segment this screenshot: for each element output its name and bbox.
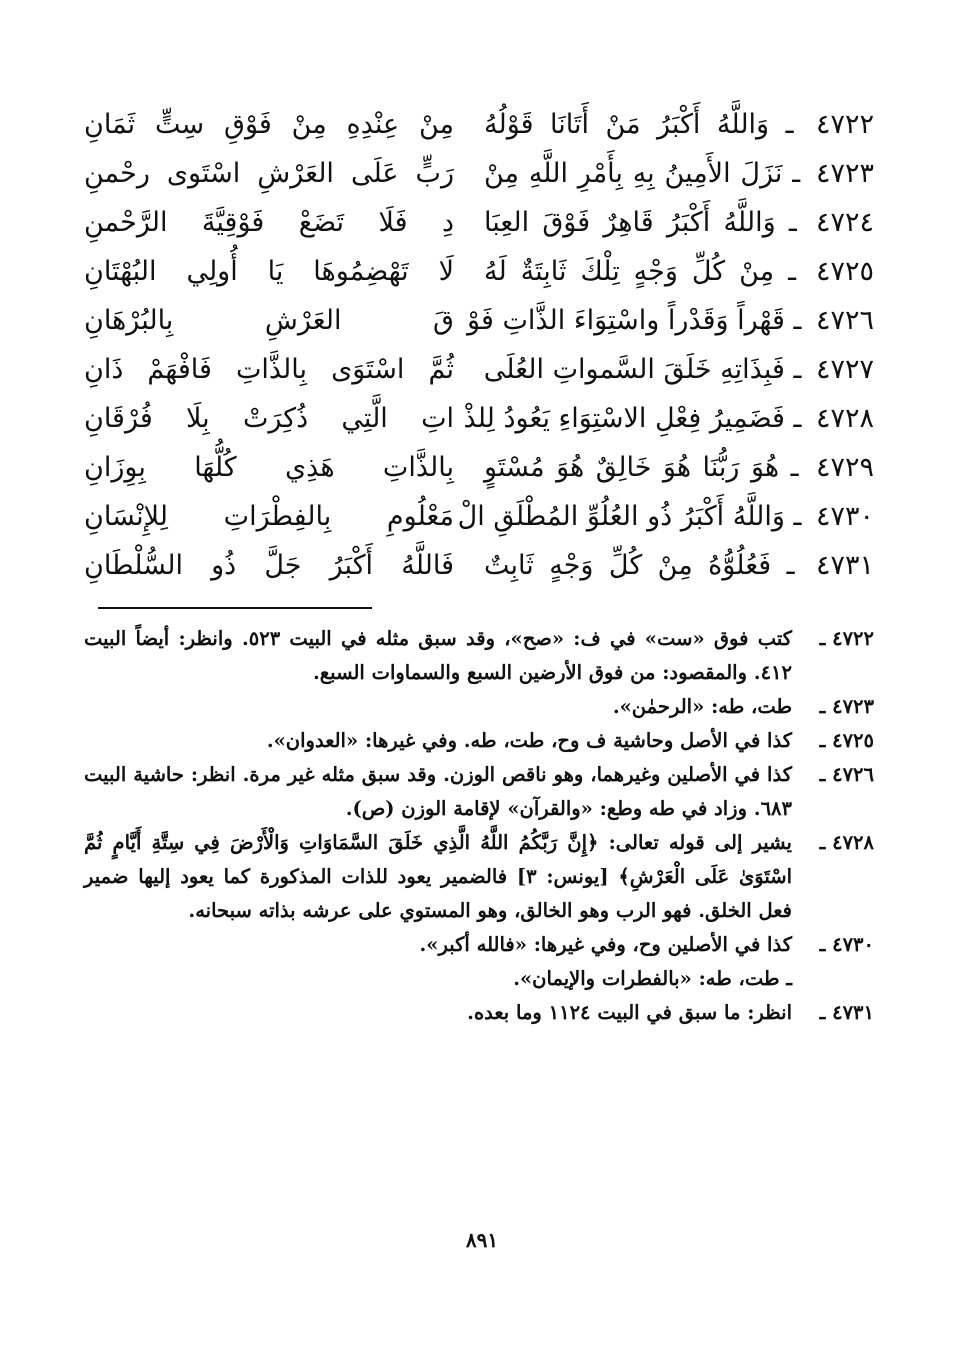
verse-line <box>74 443 874 492</box>
footnote-number: ٤٧٢٨ ـ <box>819 831 874 854</box>
footnote <box>84 758 874 826</box>
verse-second-hemistich: قَ العَرْشِ بِالبُرْهَانِ <box>84 305 454 336</box>
verse-first-hemistich: ٤٧٢٥ ـ مِنْ كُلِّ وَجْهٍ تِلْكَ ثَابِتَةٌ لَهُ <box>484 256 874 287</box>
footnote-number: ٤٧٢٥ ـ <box>819 729 874 752</box>
footnote-number: ٤٧٣١ ـ <box>819 1001 874 1024</box>
footnote-number: ٤٧٢٣ ـ <box>819 695 874 718</box>
footnote-text: طت، طه: «الرحمٰن». <box>612 695 792 718</box>
verse-number: ٤٧٢٥ <box>815 256 874 287</box>
verse-line <box>74 100 874 149</box>
verse-first-hemistich: ٤٧٢٢ ـ وَاللَّهُ أَكْبَرُ مَنْ أَتَانَا قَوْلُهُ <box>484 109 874 140</box>
verse-number: ٤٧٢٩ <box>815 452 874 483</box>
verse-line <box>74 345 874 394</box>
verse-number: ٤٧٣١ <box>816 550 875 581</box>
verse-line <box>74 296 874 345</box>
footnote-text: انظر: ما سبق في البيت ١١٢٤ وما بعده. <box>467 1001 792 1024</box>
footnote-text: كذا في الأصلين وغيرهما، وهو ناقص الوزن. وقد سبق مثله غير مرة. انظر: حاشية البيت ٦٨٣. وزاد في طه وطع: «والقرآن» لإقامة الوزن (ص). <box>84 763 792 820</box>
footnote-text: ـ طت، طه: «بالفطرات والإيمان». <box>513 967 792 990</box>
verse-first-hemistich: ٤٧٢٤ ـ وَاللَّهُ أَكْبَرُ قَاهِرٌ فَوْقَ العِبَا <box>484 207 874 238</box>
footnote <box>84 996 874 1030</box>
verse-line <box>74 149 874 198</box>
verse-first-hemistich: ٤٧٢٣ ـ نَزَلَ الأَمِينُ بِهِ بِأَمْرِ اللَّهِ مِنْ <box>484 158 874 189</box>
footnote-text: كتب فوق «ست» في ف: «صح»، وقد سبق مثله في البيت ٥٢٣. وانظر: أيضاً البيت ٤١٢. والمقصود: من فوق الأرضين السبع والسماوات السبع. <box>84 627 793 684</box>
verse-second-hemistich: فَاللَّهُ أَكْبَرُ جَلَّ ذُو السُّلْطَانِ <box>84 550 454 581</box>
verse-number: ٤٧٢٤ <box>815 207 874 238</box>
verse-number: ٤٧٢٢ <box>815 109 874 140</box>
verse-second-hemistich: ثُمَّ اسْتَوَى بِالذَّاتِ فَافْهَمْ ذَانِ <box>84 354 454 385</box>
verse-first-hemistich: ٤٧٢٨ ـ فَضَمِيرُ فِعْلِ الاسْتِوَاءِ يَعُودُ لِلذْ <box>463 403 874 434</box>
verse-first-hemistich: ٤٧٢٦ ـ قَهْراً وَقَدْراً واسْتِوَاءَ الذَّاتِ فَوْ <box>467 305 874 336</box>
verse-first-hemistich: ٤٧٢٩ ـ هُوَ رَبُّنَا هُوَ خَالِقٌ هُوَ مُسْتَوٍ <box>484 452 874 483</box>
footnote <box>84 690 874 724</box>
verse-second-hemistich: بِالذَّاتِ هَذِي كُلُّهَا بِوِزَانِ <box>84 452 454 483</box>
verse-first-hemistich: ٤٧٣١ ـ فَعُلُوُّهُ مِنْ كُلِّ وَجْهٍ ثَابِتٌ <box>484 550 875 581</box>
footnote-number: ٤٧٢٦ ـ <box>819 763 874 786</box>
poem-verses <box>74 100 874 590</box>
verse-first-hemistich: ٤٧٢٧ ـ فَبِذَاتِهِ خَلَقَ السَّمواتِ العُلَى <box>483 354 874 385</box>
page-number: ٨٩١ <box>465 1228 499 1252</box>
footnotes <box>84 622 874 1030</box>
footnote-text: كذا في الأصل وحاشية ف وح، طت، طه. وفي غيرها: «العدوان». <box>266 729 792 752</box>
footnote-text: يشير إلى قوله تعالى: ﴿إِنَّ رَبَّكُمُ اللَّهُ الَّذِي خَلَقَ السَّمَاوَاتِ وَالْأَرْضَ فِي سِتَّةِ أَيَّامٍ ثُمَّ اسْتَوَىٰ عَلَى الْعَرْشِ﴾ [يونس: ٣] فالضمير يعود للذات المذكورة كما يعود إليها ضمير فعل الخلق. فهو الرب وهو الخالق، وهو المستوي على عرشه بذاته سبحانه. <box>84 831 792 922</box>
footnote-number: ٤٧٣٠ ـ <box>819 933 874 956</box>
footnote <box>84 724 874 758</box>
verse-number: ٤٧٢٧ <box>815 354 874 385</box>
verse-line <box>74 247 874 296</box>
verse-line <box>74 394 874 443</box>
verse-number: ٤٧٢٣ <box>815 158 874 189</box>
verse-second-hemistich: اتِ الَّتِي ذُكِرَتْ بِلَا فُرْقَانِ <box>84 403 454 434</box>
verse-number: ٤٧٢٨ <box>815 403 874 434</box>
verse-second-hemistich: مِنْ عِنْدِهِ مِنْ فَوْقِ سِتٍّ ثَمَانِ <box>84 109 454 140</box>
footnote-separator <box>98 607 372 609</box>
verse-number: ٤٧٢٦ <box>815 305 874 336</box>
footnote-number: ٤٧٢٢ ـ <box>819 627 874 650</box>
footnote <box>84 826 874 928</box>
footnote <box>84 928 874 962</box>
verse-second-hemistich: لَا تَهْضِمُوهَا يَا أُولِي البُهْتَانِ <box>84 256 454 287</box>
footnote-continuation <box>84 962 874 996</box>
verse-number: ٤٧٣٠ <box>815 501 874 532</box>
verse-line <box>74 198 874 247</box>
verse-second-hemistich: مَعْلُومِ بِالفِطْرَاتِ لِلإِنْسَانِ <box>84 501 454 532</box>
footnote <box>84 622 874 690</box>
verse-second-hemistich: دِ فَلَا تَضَعْ فَوْقِيَّةَ الرَّحْمنِ <box>84 207 454 238</box>
verse-line <box>74 492 874 541</box>
verse-first-hemistich: ٤٧٣٠ ـ وَاللَّهُ أَكْبَرُ ذُو العُلُوِّ المُطْلَقِ الْ <box>457 501 874 532</box>
verse-second-hemistich: رَبٍّ عَلَى العَرْشِ اسْتَوى رحْمنِ <box>84 158 454 189</box>
footnote-text: كذا في الأصلين وح، وفي غيرها: «فالله أكبر». <box>419 933 792 956</box>
verse-line <box>74 541 874 590</box>
